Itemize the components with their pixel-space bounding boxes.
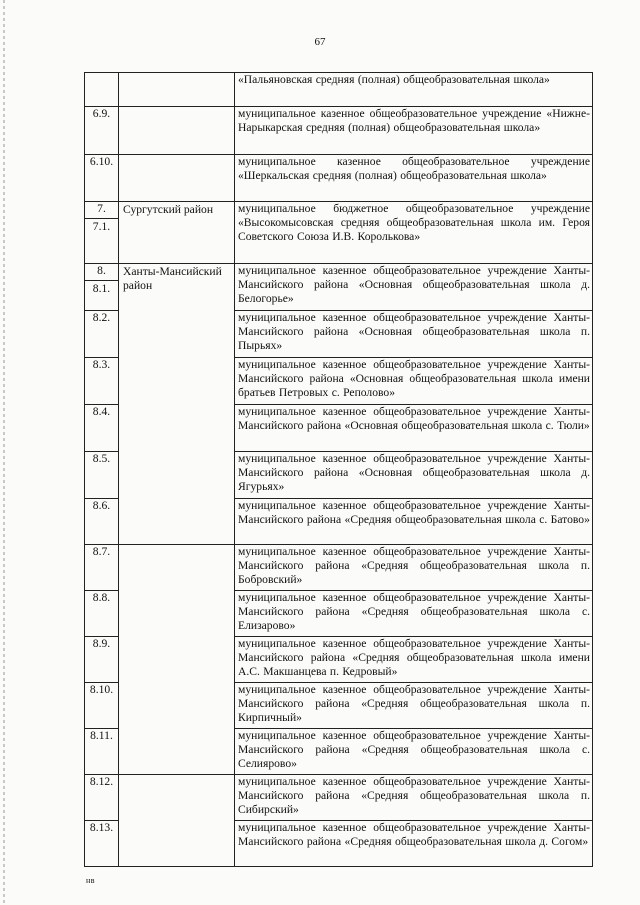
row-number: 8.5. xyxy=(85,452,119,499)
school-cell: муниципальное казенное общеобразовательное учреждение Ханты-Мансийского района «Основная общеобразовательная школа с. Тюли» xyxy=(235,405,593,452)
footer-code: нв xyxy=(86,876,96,885)
school-cell: муниципальное казенное общеобразовательное учреждение «Шеркальская средняя (полная) общеобразовательная школа» xyxy=(235,155,593,202)
row-number: 8.2. xyxy=(85,311,119,358)
district-cell xyxy=(119,73,235,107)
school-cell: муниципальное казенное общеобразовательное учреждение Ханты-Мансийского района «Средняя общеобразовательная школа с. Елизарово» xyxy=(235,591,593,637)
school-cell: муниципальное казенное общеобразовательное учреждение Ханты-Мансийского района «Основная общеобразовательная школа имени братьев Петровых с. Реполово» xyxy=(235,358,593,405)
school-cell: муниципальное казенное общеобразовательное учреждение Ханты-Мансийского района «Средняя общеобразовательная школа с. Селиярово» xyxy=(235,729,593,775)
row-number: 7. xyxy=(97,202,106,215)
school-cell: муниципальное казенное общеобразовательное учреждение Ханты-Мансийского района «Средняя общеобразовательная школа п. Сибирский» xyxy=(235,775,593,821)
row-number: 8.8. xyxy=(85,591,119,637)
row-number: 8.9. xyxy=(85,637,119,683)
table-row xyxy=(85,73,593,107)
row-number: 8.10. xyxy=(85,683,119,729)
row-number-cell xyxy=(85,264,119,311)
district-cell: Ханты-Мансийский район xyxy=(119,264,235,545)
row-number xyxy=(85,73,119,107)
school-cell: муниципальное казенное общеобразовательное учреждение Ханты-Мансийского района «Средняя общеобразовательная школа д. Согом» xyxy=(235,821,593,867)
school-cell: муниципальное казенное общеобразовательное учреждение Ханты-Мансийского района «Средняя общеобразовательная школа с. Батово» xyxy=(235,499,593,545)
table-row xyxy=(85,155,593,202)
school-cell: муниципальное казенное общеобразовательное учреждение «Нижне-Нарыкарская средняя (полная) общеобразовательная школа» xyxy=(235,107,593,155)
school-cell: муниципальное казенное общеобразовательное учреждение Ханты-Мансийского района «Основная общеобразовательная школа д. Ягурьях» xyxy=(235,452,593,499)
school-cell: муниципальное казенное общеобразовательное учреждение Ханты-Мансийского района «Средняя общеобразовательная школа имени А.С. Макшанцева п. Кедровый» xyxy=(235,637,593,683)
row-number: 8. xyxy=(97,264,106,277)
school-cell: муниципальное казенное общеобразовательное учреждение Ханты-Мансийского района «Основная общеобразовательная школа п. Пырьях» xyxy=(235,311,593,358)
school-cell: «Пальяновская средняя (полная) общеобразовательная школа» xyxy=(235,73,593,107)
row-number: 8.6. xyxy=(85,499,119,545)
row-number: 6.9. xyxy=(85,107,119,155)
sub-row-number: 7.1. xyxy=(85,218,118,234)
school-cell: муниципальное бюджетное общеобразовательное учреждение «Высокомысовская средняя общеобразовательная школа им. Героя Советского Союза И.В. Королькова» xyxy=(235,202,593,264)
district-cell xyxy=(119,155,235,202)
school-cell: муниципальное казенное общеобразовательное учреждение Ханты-Мансийского района «Средняя общеобразовательная школа п. Бобровский» xyxy=(235,545,593,591)
row-number: 8.12. xyxy=(85,775,119,821)
district-cell: Сургутский район xyxy=(119,202,235,264)
table-row xyxy=(85,202,593,264)
table-row xyxy=(85,775,593,821)
table-row xyxy=(85,107,593,155)
schools-table xyxy=(84,72,593,867)
school-cell: муниципальное казенное общеобразовательное учреждение Ханты-Мансийского района «Основная общеобразовательная школа д. Белогорье» xyxy=(235,264,593,311)
row-number: 6.10. xyxy=(85,155,119,202)
row-number: 8.3. xyxy=(85,358,119,405)
row-number: 8.13. xyxy=(85,821,119,867)
sub-row-number: 8.1. xyxy=(85,280,118,296)
page-number: 67 xyxy=(314,36,326,48)
row-number: 8.7. xyxy=(85,545,119,591)
row-number: 8.11. xyxy=(85,729,119,775)
scan-edge xyxy=(3,0,5,905)
district-cell xyxy=(119,775,235,867)
table-row xyxy=(85,264,593,311)
row-number-cell xyxy=(85,202,119,264)
school-cell: муниципальное казенное общеобразовательное учреждение Ханты-Мансийского района «Средняя общеобразовательная школа п. Кирпичный» xyxy=(235,683,593,729)
row-number: 8.4. xyxy=(85,405,119,452)
district-cell xyxy=(119,107,235,155)
table-row xyxy=(85,545,593,591)
district-cell xyxy=(119,545,235,775)
